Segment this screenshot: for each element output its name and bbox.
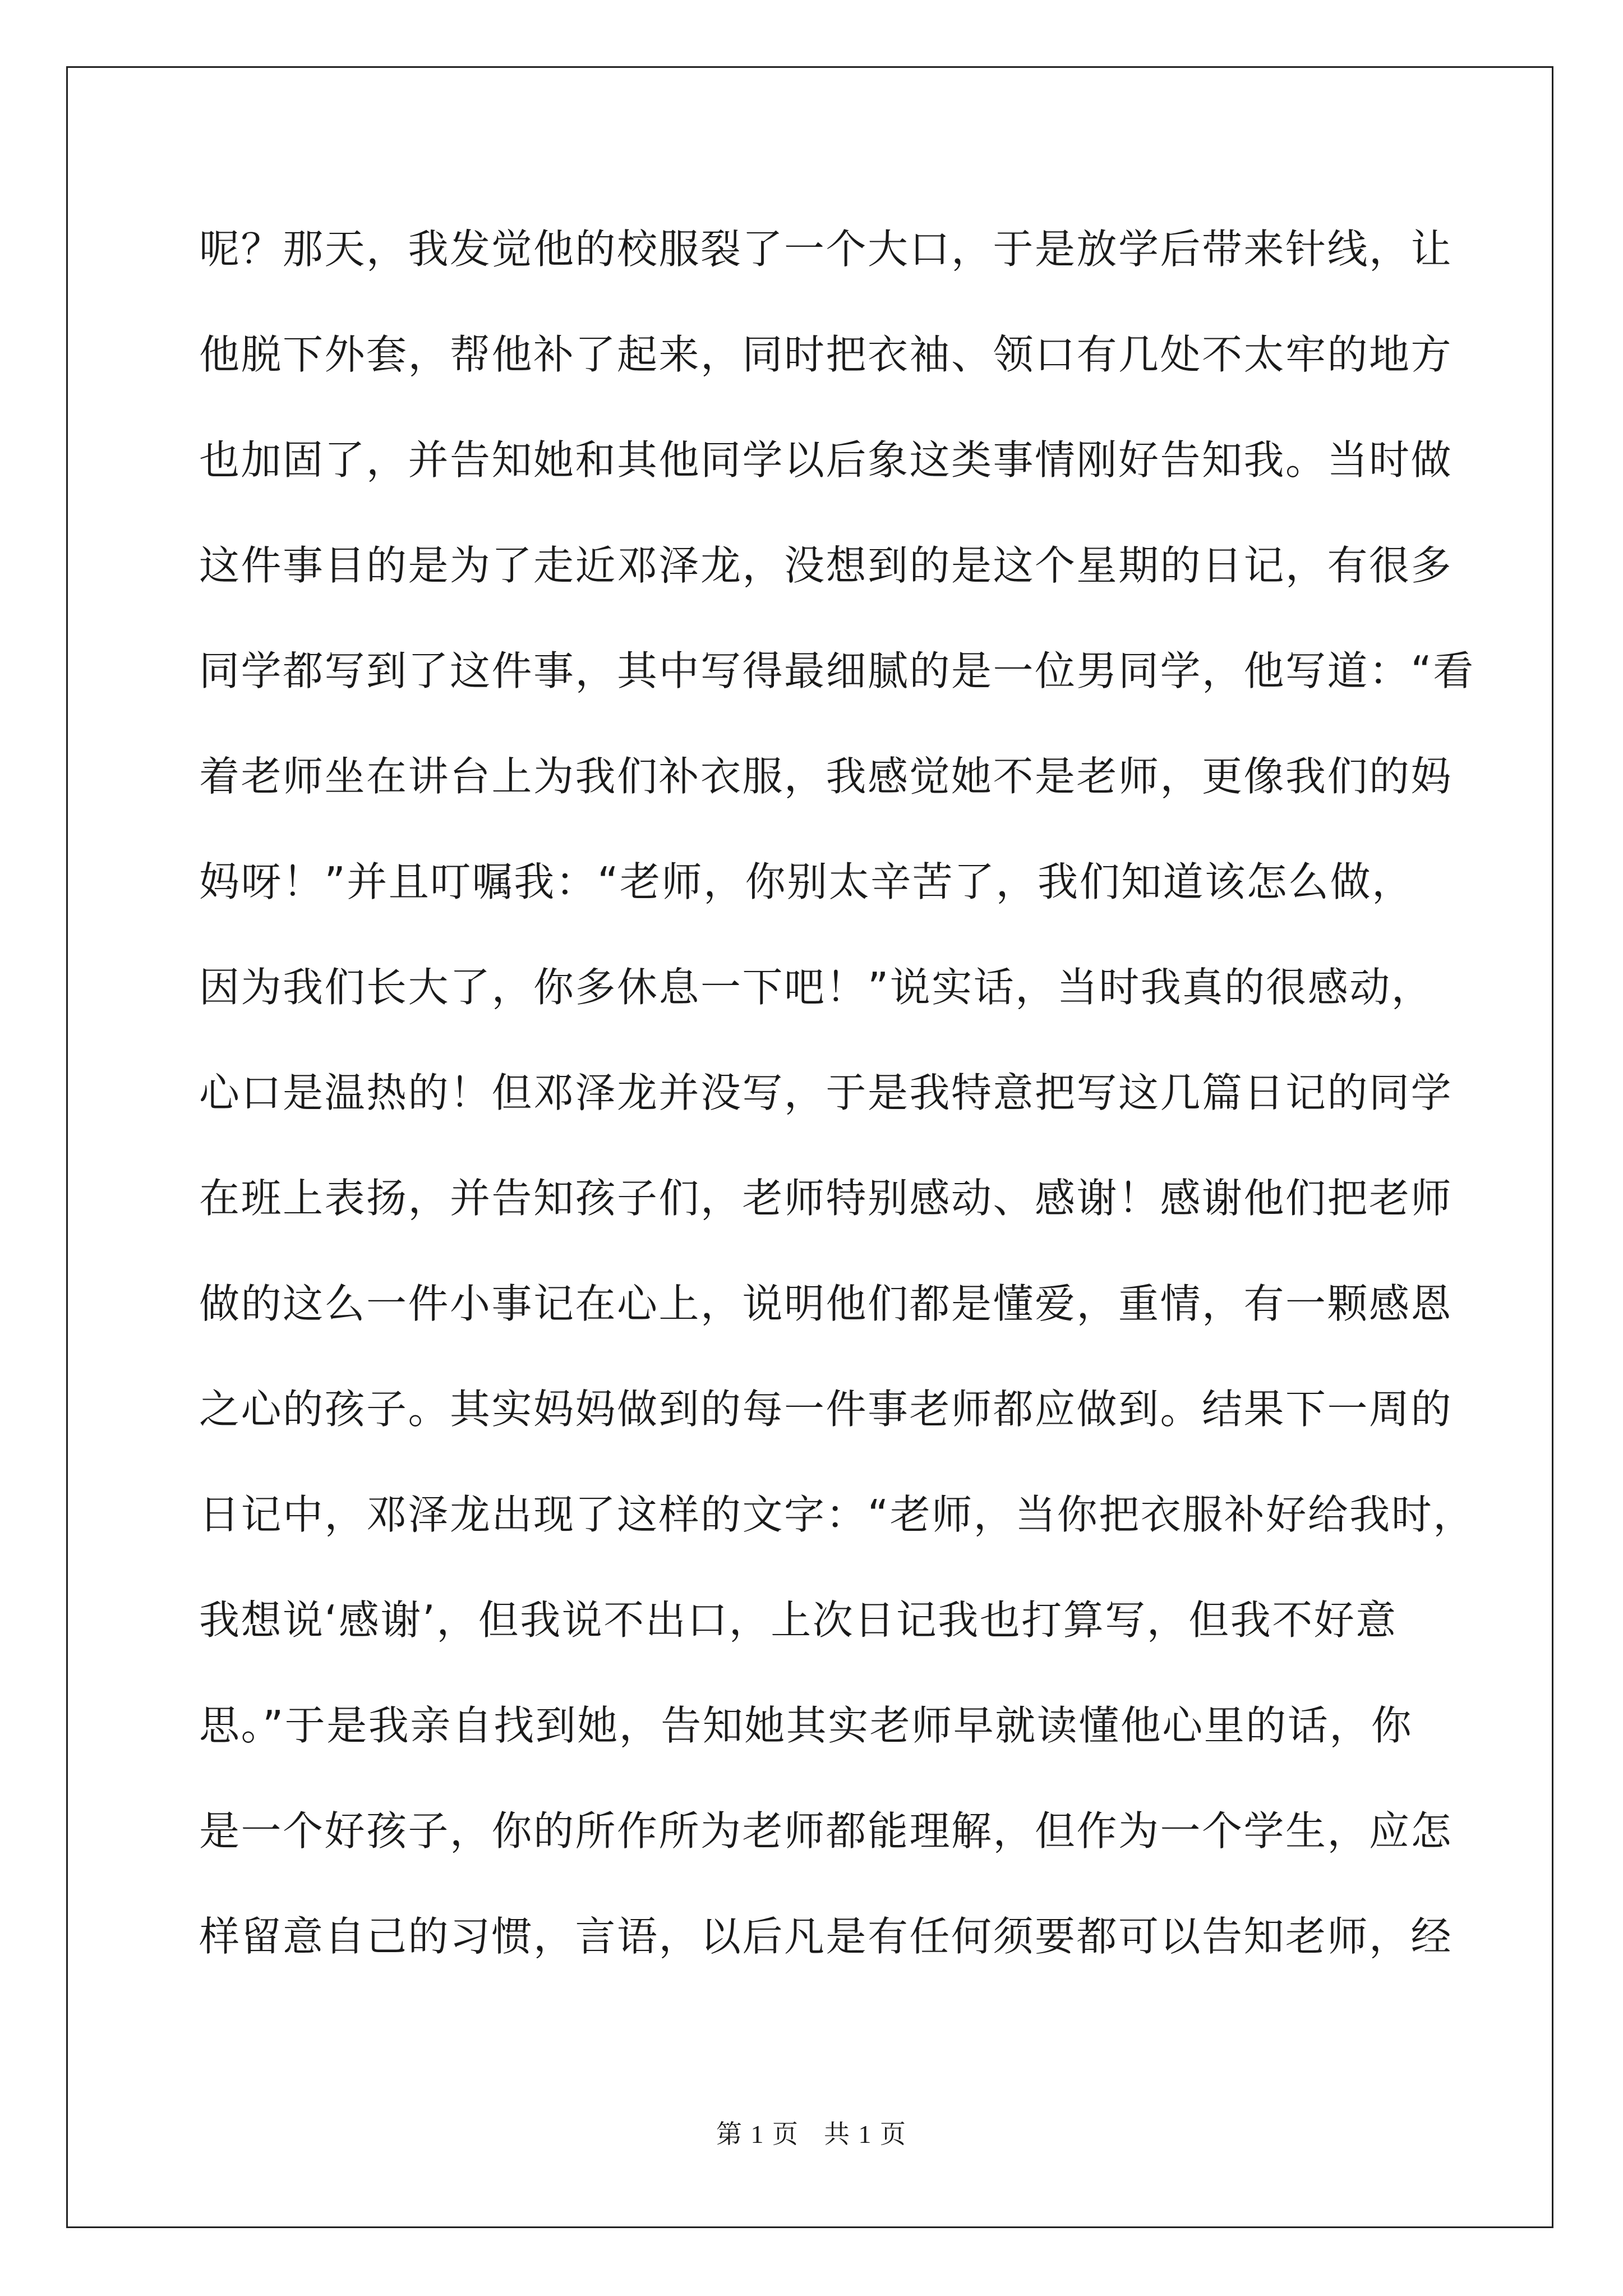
text-line: 呢？那天，我发觉他的校服裂了一个大口，于是放学后带来针线，让 [199, 226, 1453, 273]
text-line: 这件事目的是为了走近邓泽龙，没想到的是这个星期的日记，有很多 [199, 542, 1453, 589]
text-line: 我想说‘感谢’，但我说不出口，上次日记我也打算写，但我不好意 [199, 1596, 1398, 1644]
text-line: 着老师坐在讲台上为我们补衣服，我感觉她不是老师，更像我们的妈 [199, 753, 1453, 800]
text-line: 因为我们长大了，你多休息一下吧！”说实话，当时我真的很感动， [199, 964, 1433, 1011]
page-total: 共 1 页 [824, 2120, 907, 2148]
text-line: 也加固了，并告知她和其他同学以后象这类事情刚好告知我。当时做 [199, 436, 1453, 484]
text-line: 心口是温热的！但邓泽龙并没写，于是我特意把写这几篇日记的同学 [199, 1069, 1453, 1116]
text-line: 同学都写到了这件事，其中写得最细腻的是一位男同学，他写道：“看 [199, 647, 1475, 694]
text-line: 是一个好孩子，你的所作所为老师都能理解，但作为一个学生，应怎 [199, 1807, 1453, 1855]
text-line: 他脱下外套，帮他补了起来，同时把衣袖、领口有几处不太牢的地方 [199, 331, 1453, 378]
page-number: 第 1 页 [716, 2120, 799, 2148]
text-line: 日记中，邓泽龙出现了这样的文字：“老师，当你把衣服补好给我时， [199, 1491, 1475, 1538]
text-line: 做的这么一件小事记在心上，说明他们都是懂爱，重情，有一颗感恩 [199, 1280, 1453, 1327]
document-body [199, 213, 1475, 2005]
text-line: 样留意自己的习惯，言语，以后凡是有任何须要都可以告知老师，经 [199, 1913, 1453, 1960]
page-footer [0, 2114, 1623, 2151]
text-line: 在班上表扬，并告知孩子们，老师特别感动、感谢！感谢他们把老师 [199, 1175, 1453, 1222]
text-line: 思。”于是我亲自找到她，告知她其实老师早就读懂他心里的话，你 [199, 1702, 1413, 1749]
text-line: 之心的孩子。其实妈妈做到的每一件事老师都应做到。结果下一周的 [199, 1386, 1453, 1433]
text-line: 妈呀！”并且叮嘱我：“老师，你别太辛苦了，我们知道该怎么做， [199, 858, 1414, 905]
